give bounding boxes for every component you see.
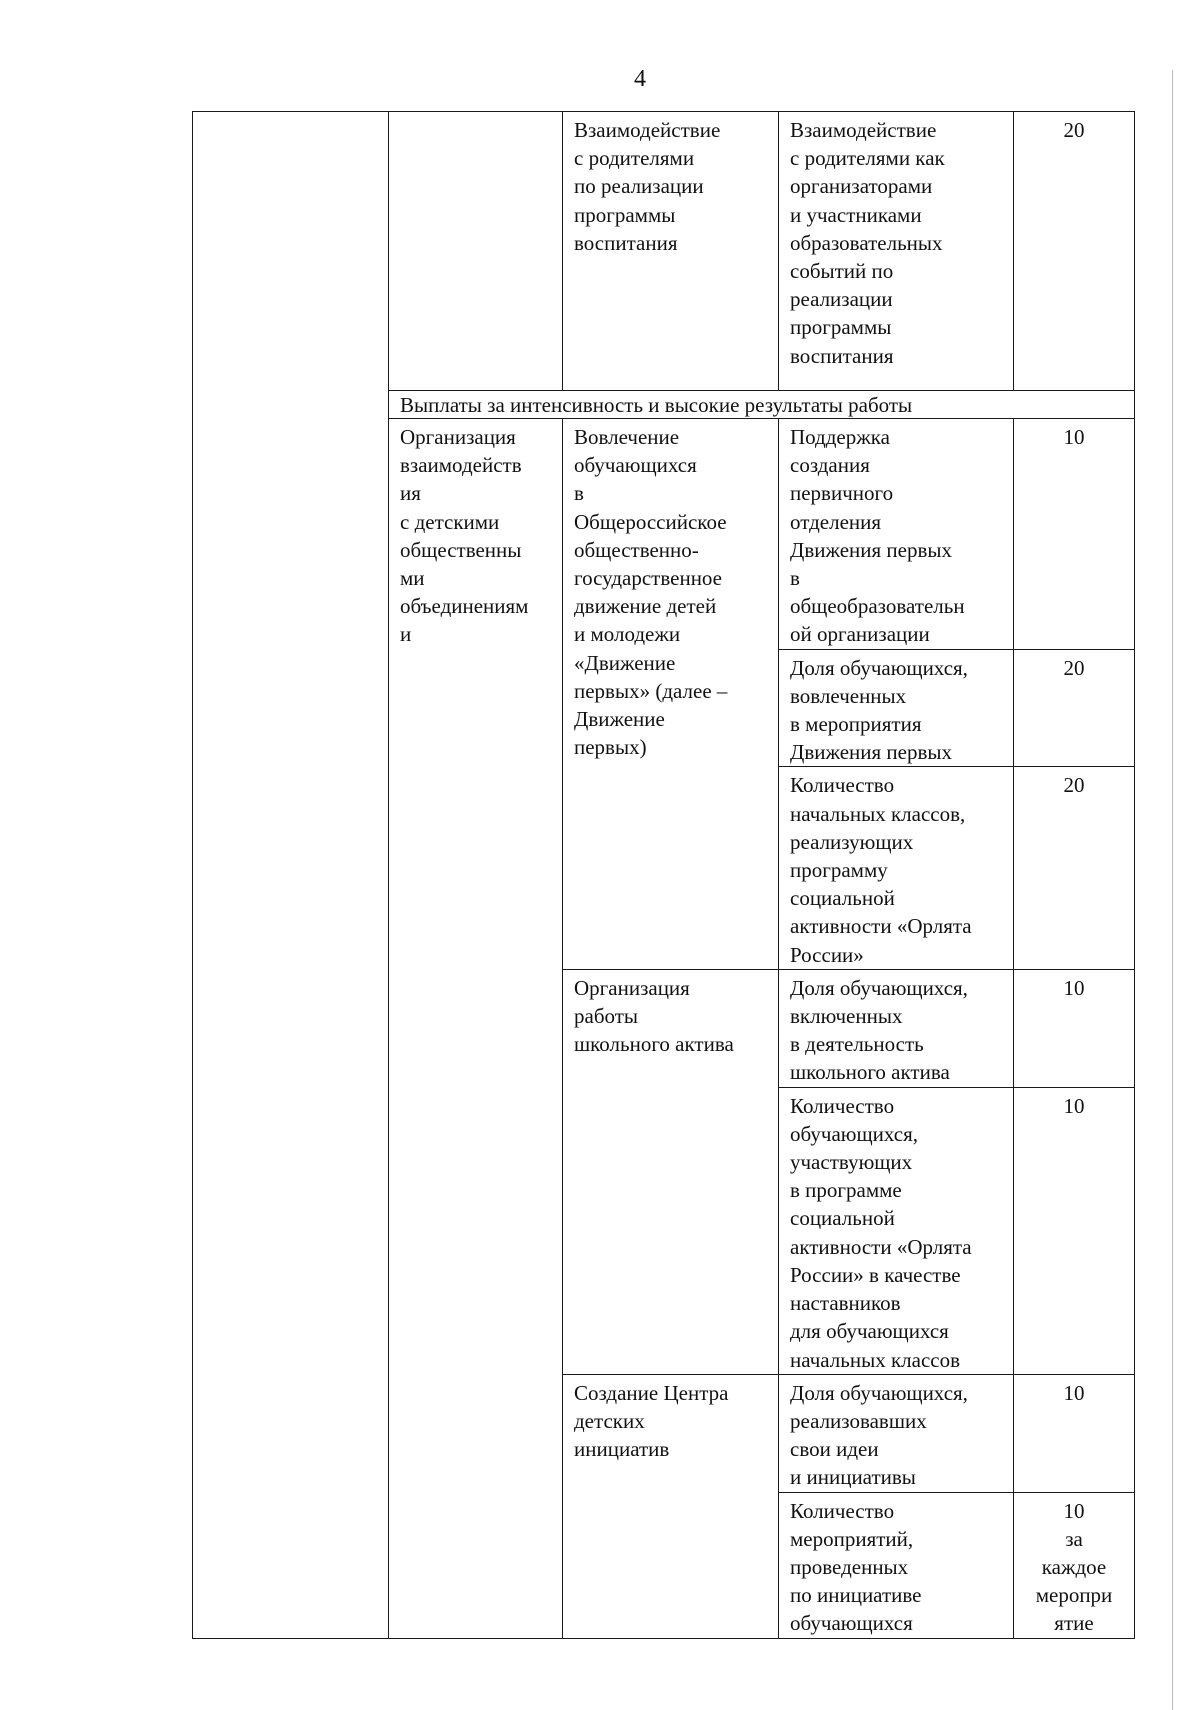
points-cell: 10 — [1014, 969, 1135, 1087]
section-heading: Выплаты за интенсивность и высокие результаты работы — [389, 391, 1135, 419]
criterion-cell: Взаимодействие с родителями как организаторами и участниками образовательных событий по реализации программы воспитания — [779, 112, 1014, 391]
criterion-cell: Доля обучающихся, вовлеченных в мероприятия Движения первых — [779, 649, 1014, 767]
indicator-cell: Взаимодействие с родителями по реализации программы воспитания — [563, 112, 779, 391]
criterion-cell: Количество обучающихся, участвующих в программе социальной активности «Орлята России» в качестве наставников для обучающихся начальных классов — [779, 1087, 1014, 1374]
points-cell: 20 — [1014, 767, 1135, 969]
points-cell: 10 — [1014, 1087, 1135, 1374]
indicator-cell: Вовлечение обучающихся в Общероссийское общественно- государственное движение детей и молодежи «Движение первых» (далее – Движение первых) — [563, 419, 779, 970]
criteria-table — [192, 111, 1135, 1639]
table-row — [193, 112, 1135, 391]
criterion-cell: Количество начальных классов, реализующих программу социальной активности «Орлята России» — [779, 767, 1014, 969]
points-cell: 10 за каждое меропри ятие — [1014, 1492, 1135, 1638]
indicator-cell: Создание Центра детских инициатив — [563, 1374, 779, 1638]
points-cell: 10 — [1014, 1374, 1135, 1492]
criterion-cell: Доля обучающихся, реализовавших свои идеи и инициативы — [779, 1374, 1014, 1492]
direction-cell: Организация взаимодейств ия с детскими общественны ми объединениям и — [389, 419, 563, 1639]
points-cell: 20 — [1014, 649, 1135, 767]
scan-margin-line — [1172, 70, 1173, 1710]
criterion-cell: Поддержка создания первичного отделения Движения первых в общеобразовательн ой организации — [779, 419, 1014, 650]
page-number: 4 — [634, 66, 646, 92]
criterion-cell: Количество мероприятий, проведенных по инициативе обучающихся — [779, 1492, 1014, 1638]
direction-cell — [389, 112, 563, 391]
position-cell — [193, 112, 389, 1639]
points-cell: 20 — [1014, 112, 1135, 391]
indicator-cell: Организация работы школьного актива — [563, 969, 779, 1374]
points-cell: 10 — [1014, 419, 1135, 650]
criterion-cell: Доля обучающихся, включенных в деятельность школьного актива — [779, 969, 1014, 1087]
